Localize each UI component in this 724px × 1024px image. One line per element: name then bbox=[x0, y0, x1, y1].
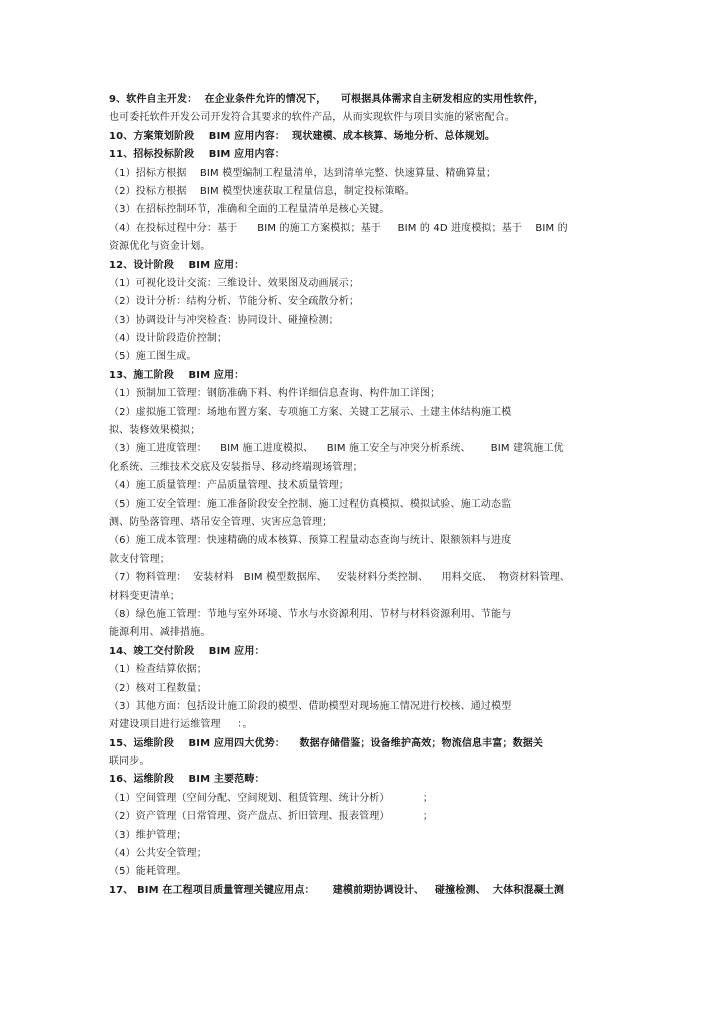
text-line: （5）施工安全管理：施工准备阶段安全控制、施工过程仿真模拟、模拟试验、施工动态监 bbox=[109, 498, 512, 510]
text-line: 联同步。 bbox=[109, 756, 150, 768]
text-line: 拟、装修效果模拟； bbox=[109, 425, 201, 437]
section-heading-line: 16、运维阶段 BIM 主要范畴： bbox=[109, 774, 265, 786]
text-line: 材料变更清单； bbox=[109, 590, 181, 602]
text-line: （1）可视化设计交流：三维设计、效果图及动画展示； bbox=[109, 277, 360, 289]
text-line: 测、防坠落管理、塔吊安全管理、灾害应急管理； bbox=[109, 516, 333, 528]
text-line: （2）设计分析：结构分析、节能分析、安全疏散分析； bbox=[109, 296, 360, 308]
text-line: 对建设项目进行运维管理 ：。 bbox=[109, 719, 253, 731]
section-heading-line: 9、软件自主开发： 在企业条件允许的情况下， 可根据具体需求自主研发相应的实用性软件， bbox=[109, 94, 544, 105]
section-heading-line: 13、施工阶段 BIM 应用： bbox=[109, 369, 245, 381]
text-line: （2）核对工程数量； bbox=[109, 682, 207, 694]
text-line: （4）在投标过程中分：基于 BIM 的施工方案模拟；基于 BIM 的 4D 进度模拟；基于 BIM 的 bbox=[109, 222, 568, 234]
text-line: （7）物料管理： 安装材料 BIM 模型数据库、 安装材料分类控制、 用料交底、 物资材料管理、 bbox=[109, 572, 571, 584]
text-line: 化系统、三维技术交底及安装指导、移动终端现场管理； bbox=[109, 461, 363, 473]
section-heading-line: 11、招标投标阶段 BIM 应用内容： bbox=[109, 149, 285, 161]
text-line: （3）协调设计与冲突检查：协同设计、碰撞检测； bbox=[109, 314, 339, 326]
text-line: （2）虚拟施工管理：场地布置方案、专项施工方案、关键工艺展示、土建主体结构施工模 bbox=[109, 406, 512, 418]
text-line: 也可委托软件开发公司开发符合其要求的软件产品，从而实现软件与项目实施的紧密配合。 bbox=[109, 112, 515, 124]
text-line: （3）在招标控制环节，准确和全面的工程量清单是核心关键。 bbox=[109, 204, 390, 216]
text-line: （3）维护管理； bbox=[109, 829, 187, 841]
text-line: （1）招标方根据 BIM 模型编制工程量清单，达到清单完整、快速算量、精确算量； bbox=[109, 167, 497, 179]
document-body bbox=[109, 91, 624, 900]
text-line: （8）绿色施工管理：节地与室外环境、节水与水资源利用、节材与材料资源利用、节能与 bbox=[109, 608, 512, 620]
section-heading-line: 17、 BIM 在工程项目质量管理关键应用点： 建模前期协调设计、 碰撞检测、 大体积混凝土测 bbox=[109, 884, 565, 896]
text-line: （5）施工图生成。 bbox=[109, 351, 197, 363]
section-heading-line: 12、设计阶段 BIM 应用： bbox=[109, 259, 245, 271]
text-line: 能源利用、减排措施。 bbox=[109, 627, 211, 639]
text-line: （2）资产管理（日常管理、资产盘点、折旧管理、报表管理） ； bbox=[109, 811, 433, 823]
text-line: 资源优化与资金计划。 bbox=[109, 241, 211, 253]
text-line: （1）空间管理（空间分配、空间规划、租赁管理、统计分析） ； bbox=[109, 792, 433, 804]
text-line: （2）投标方根据 BIM 模型快速获取工程量信息，制定投标策略。 bbox=[109, 185, 415, 197]
text-line: （1）检查结算依据； bbox=[109, 664, 207, 676]
section-heading-line: 14、竣工交付阶段 BIM 应用： bbox=[109, 645, 265, 657]
text-line: （3）施工进度管理： BIM 施工进度模拟、 BIM 施工安全与冲突分析系统、 BIM 建筑施工优 bbox=[109, 443, 564, 455]
text-line: （5）能耗管理。 bbox=[109, 866, 187, 878]
section-heading-line: 15、运维阶段 BIM 应用四大优势： 数据存储借鉴；设备维护高效；物流信息丰富；数据关 bbox=[109, 737, 544, 749]
text-line: （6）施工成本管理：快速精确的成本核算、预算工程量动态查询与统计、限额领料与进度 bbox=[109, 535, 512, 547]
section-heading-line: 10、方案策划阶段 BIM 应用内容： 现状建模、成本核算、场地分析、总体规划。 bbox=[109, 130, 496, 142]
text-line: （4）设计阶段造价控制； bbox=[109, 333, 228, 345]
text-line: （4）施工质量管理：产品质量管理、技术质量管理； bbox=[109, 480, 349, 492]
text-line: （4）公共安全管理； bbox=[109, 848, 207, 860]
text-line: 款支付管理； bbox=[109, 553, 170, 565]
text-line: （1）预制加工管理：钢筋准确下料、构件详细信息查询、构件加工详图； bbox=[109, 388, 441, 400]
text-line: （3）其他方面：包括设计施工阶段的模型、借助模型对现场施工情况进行校核、通过模型 bbox=[109, 700, 512, 712]
